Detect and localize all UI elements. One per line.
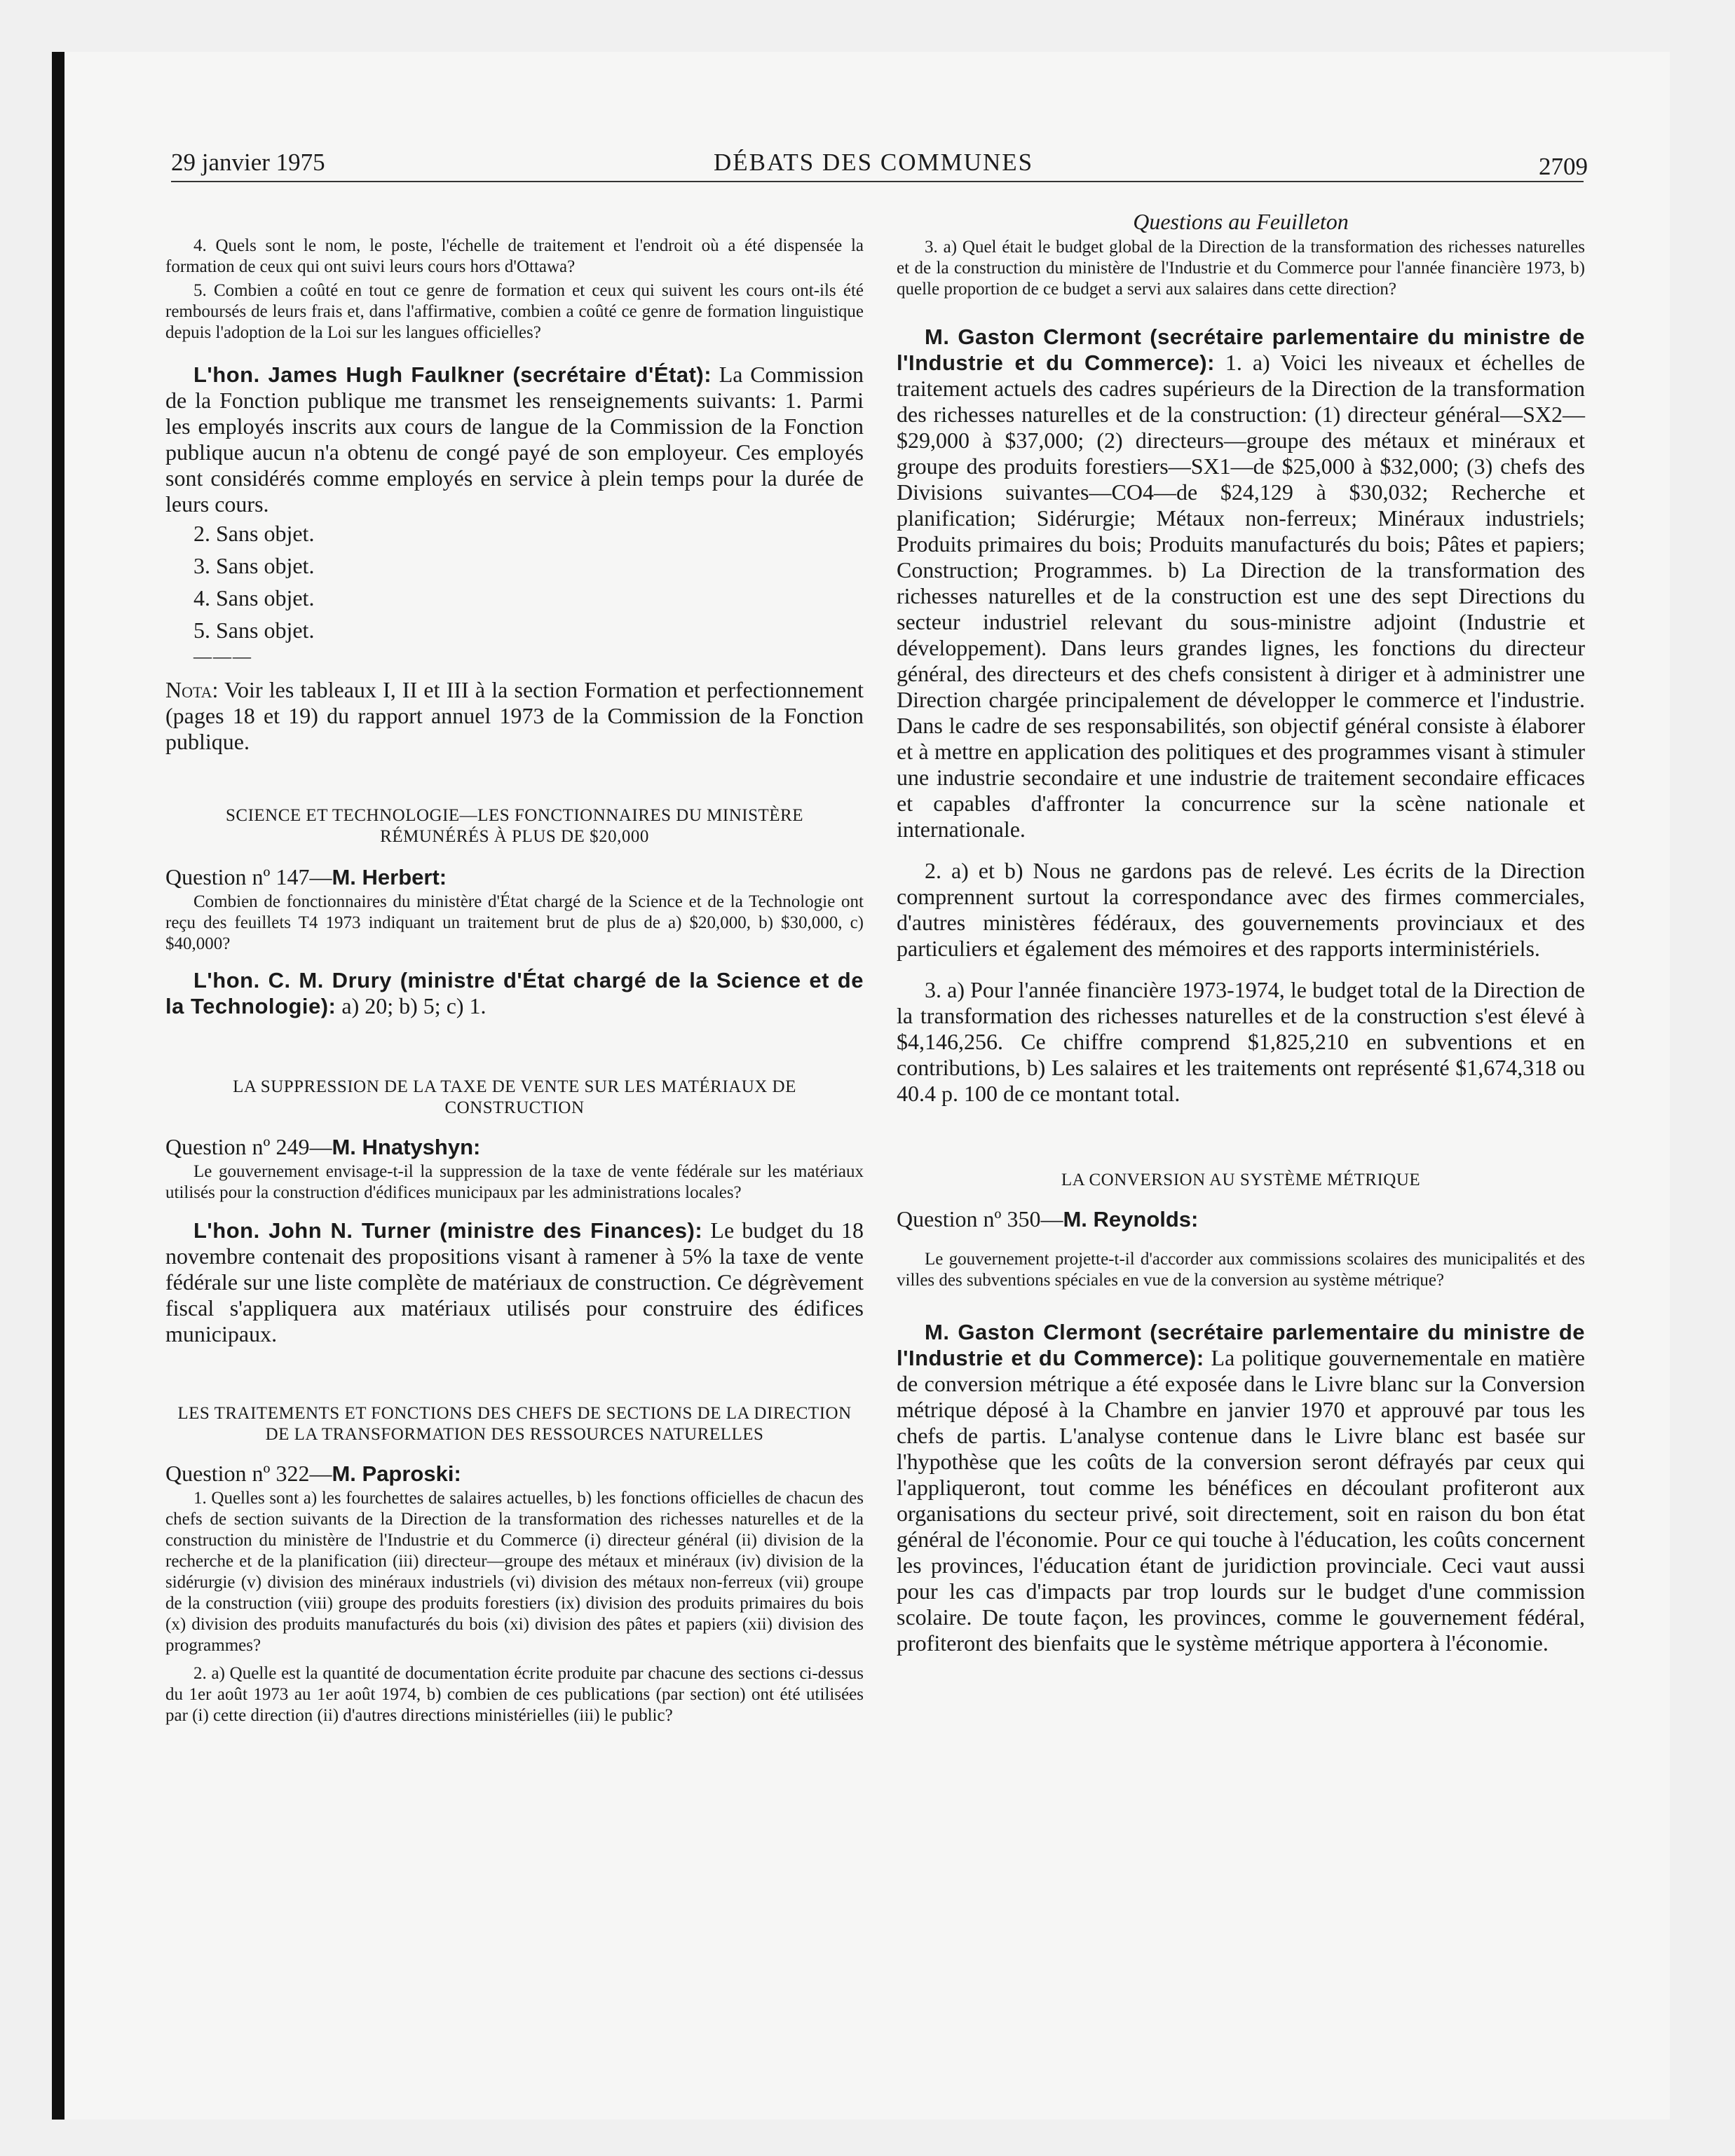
question-322-member: M. Paproski:	[332, 1461, 461, 1486]
clermont2-answer	[897, 1319, 1585, 1656]
question-322-line	[165, 1459, 864, 1488]
question-147-label: Question nº 147—	[165, 864, 332, 889]
left-column	[165, 207, 864, 1726]
faulkner-text: La Commission de la Fonction publique me transmet les renseignements suivants: 1. Parmi les employés inscrits aux cours de langue de la Commission de la Fonction publique aucun n'a obtenu de congé payé de son employeur. Ces employés sont considérés comme employés en service à plein temps pour la durée de leurs cours.	[165, 362, 864, 517]
question-350-label: Question nº 350—	[897, 1206, 1063, 1231]
header-title: DÉBATS DES COMMUNES	[714, 149, 1034, 176]
question-147-line	[165, 863, 864, 892]
heading-traitements: LES TRAITEMENTS ET FONCTIONS DES CHEFS DE SECTIONS DE LA DIRECTION DE LA TRANSFORMATION DES RESSOURCES NATURELLES	[177, 1404, 852, 1444]
nota-label: Nota:	[165, 677, 219, 702]
section-title: Questions au Feuilleton	[1133, 209, 1349, 234]
sans-objet-3: 3. Sans objet.	[193, 553, 315, 578]
question-5: 5. Combien a coûté en tout ce genre de formation et ceux qui suivent les cours ont-ils été remboursés de leurs frais et, dans l'affirmative, combien a coûté ce genre de formation linguistique depuis l'adoption de la Loi sur les langues officielles?	[165, 281, 864, 342]
question-322-part-2: 2. a) Quelle est la quantité de documentation écrite produite par chacune des sections ci-dessus du 1er août 1973 au 1er août 1974, b) combien de ces publications (par section) ont été utilisées par (i) cette direction (ii) d'autres directions ministérielles (iii) le public?	[165, 1664, 864, 1725]
question-249-text: Le gouvernement envisage-t-il la suppression de la taxe de vente fédérale sur les matériaux utilisés pour la construction d'édifices municipaux par les administrations locales?	[165, 1162, 864, 1202]
header-rule	[171, 181, 1584, 182]
question-4: 4. Quels sont le nom, le poste, l'échelle de traitement et l'endroit où a été dispensée la formation de ceux qui ont suivi leurs cours hors d'Ottawa?	[165, 236, 864, 276]
question-3: 3. a) Quel était le budget global de la Direction de la transformation des richesses naturelles et de la construction du ministère de l'Industrie et du Commerce pour l'année financière 1973, b) quelle proportion de ce budget a servi aux salaires dans cette direction?	[897, 238, 1585, 299]
clermont-text-2: 2. a) et b) Nous ne gardons pas de relevé. Les écrits de la Direction comprennent surtout la correspondance avec des firmes commerciales, d'autres ministères fédéraux, des gouvernements provinciaux et des particuliers et également des mémoires et des rapports interministériels.	[897, 858, 1585, 961]
question-147-text: Combien de fonctionnaires du ministère d'État chargé de la Science et de la Technologie ont reçu des feuillets T4 1973 indiquant un traitement brut de plus de a) $20,000, b) $30,000, c) $40,000?	[165, 892, 864, 953]
question-350-member: M. Reynolds:	[1063, 1207, 1199, 1231]
right-column	[897, 207, 1585, 1656]
speaker-clermont-2: M. Gaston Clermont (secrétaire parlementaire du ministre de l'Industrie et du Commerce):	[897, 1320, 1585, 1370]
heading-science: SCIENCE ET TECHNOLOGIE—LES FONCTIONNAIRES DU MINISTÈRE RÉMUNÉRÉS À PLUS DE $20,000	[226, 806, 803, 846]
header-date: 29 janvier 1975	[171, 149, 325, 176]
speaker-faulkner: L'hon. James Hugh Faulkner (secrétaire d'État):	[193, 362, 712, 387]
question-350-line	[897, 1205, 1585, 1234]
question-147-member: M. Herbert:	[332, 865, 447, 889]
question-249-member: M. Hnatyshyn:	[332, 1135, 481, 1159]
turner-text: Le budget du 18 novembre contenait des propositions visant à ramener à 5% la taxe de vente fédérale sur une liste complète de matériaux de construction. Ce dégrèvement fiscal s'appliquera aux matériaux utilisés pour construire des édifices municipaux.	[165, 1217, 864, 1346]
nota	[165, 677, 864, 755]
faulkner-answer	[165, 362, 864, 517]
clermont-text-3: 3. a) Pour l'année financière 1973-1974, le budget total de la Direction de la transformation des richesses naturelles et de la construction s'est élevé à $4,146,256. Ce chiffre comprend $1,825,210 en subventions et en contributions, b) Les salaires et les traitements ont représenté $1,674,318 ou 40.4 p. 100 de ce montant total.	[897, 977, 1585, 1106]
question-249-line	[165, 1133, 864, 1161]
clermont-answer	[897, 324, 1585, 842]
drury-text: a) 20; b) 5; c) 1.	[341, 993, 487, 1018]
speaker-clermont: M. Gaston Clermont (secrétaire parlementaire du ministre de l'Industrie et du Commerce):	[897, 325, 1585, 375]
question-322-label: Question nº 322—	[165, 1461, 332, 1486]
scan-edge	[52, 52, 64, 2120]
sans-objet-2: 2. Sans objet.	[193, 521, 315, 546]
sans-objet-5: 5. Sans objet.	[193, 618, 315, 643]
drury-answer	[165, 967, 864, 1019]
sans-objet-4: 4. Sans objet.	[193, 585, 315, 610]
speaker-turner: L'hon. John N. Turner (ministre des Finances):	[193, 1218, 703, 1243]
clermont2-text: La politique gouvernementale en matière de conversion métrique a été exposée dans le Livre blanc sur la Conversion métrique déposé à la Chambre en janvier 1970 et approuvé par tous les chefs de partis. L'analyse contenue dans le Livre blanc est basée sur l'hypothèse que les coûts de la conversion seront défrayés par ceux qui l'appliqueront, tout comme les bénéfices en découlant profiteront aux organisations du secteur privé, soit directement, soit en raison du bon état général de l'économie. Pour ce qui touche à l'éducation, les coûts concernent les provinces, l'éducation étant de juridiction provinciale. Ceci vaut aussi pour les cas d'impacts par trop lourds sur le budget d'une commission scolaire. De toute façon, les provinces, comme le gouvernement fédéral, profiteront des bienfaits que le système métrique apportera à l'économie.	[897, 1345, 1586, 1656]
question-322-part-1: 1. Quelles sont a) les fourchettes de salaires actuelles, b) les fonctions officielles de chacun des chefs de section suivants de la Direction de la transformation des richesses naturelles et de la construction du ministère de l'Industrie et du Commerce (i) directeur général (ii) division de la recherche et de la planification (iii) directeur—groupe des métaux et minéraux (iv) division de la sidérurgie (v) division des minéraux industriels (vi) division des métaux non-ferreux (vii) groupe de la construction (viii) groupe des produits forestiers (ix) division des produits primaires du bois (x) division des produits manufacturés du bois (xi) division des pâtes et papiers (xii) division des programmes?	[165, 1489, 864, 1655]
clermont-text-1: 1. a) Voici les niveaux et échelles de traitement actuels des cadres supérieurs de la Direction de la transformation des richesses naturelles et de la construction: (1) directeur général—SX2—$29,000 à $37,000; (2) directeurs—groupe des métaux et minéraux et groupe des produits forestiers—SX1—de $25,000 à $32,000; (3) chefs des Divisions suivantes—CO4—de $24,129 à $30,032; Recherche et planification; Sidérurgie; Métaux non-ferreux; Minéraux industriels; Produits primaires du bois; Produits manufacturés du bois; Pâtes et papiers; Construction; Programmes. b) La Direction de la transformation des richesses naturelles et de la construction est une des sept Directions du secteur industriel relevant du sous-ministre adjoint (Industrie et développement). Dans leurs grandes lignes, les fonctions du directeur général, des directeurs et des chefs consistent à diriger et à administrer une Direction chargée principalement de développer le commerce et l'industrie. Dans le cadre de ses responsabilités, son objectif général consiste à élaborer et à mettre en application des politiques et des programmes visant à stimuler une industrie secondaire et une industrie de traitement secondaire efficaces et capables d'affronter la concurrence sur la scène nationale et internationale.	[897, 350, 1586, 842]
turner-answer	[165, 1217, 864, 1347]
nota-text: Voir les tableaux I, II et III à la section Formation et perfectionnement (pages 18 et 19) du rapport annuel 1973 de la Commission de la Fonction publique.	[165, 677, 864, 754]
separator: ———	[193, 646, 252, 667]
header-page-number: 2709	[1539, 153, 1588, 180]
question-350-text: Le gouvernement projette-t-il d'accorder aux commissions scolaires des municipalités et des villes des subventions spéciales en vue de la conversion au système métrique?	[897, 1250, 1585, 1290]
heading-metrique: LA CONVERSION AU SYSTÈME MÉTRIQUE	[1061, 1171, 1421, 1189]
question-249-label: Question nº 249—	[165, 1134, 332, 1159]
heading-taxe: LA SUPPRESSION DE LA TAXE DE VENTE SUR LES MATÉRIAUX DE CONSTRUCTION	[233, 1077, 796, 1117]
speaker-drury: L'hon. C. M. Drury (ministre d'État chargé de la Science et de la Technologie):	[165, 968, 864, 1018]
